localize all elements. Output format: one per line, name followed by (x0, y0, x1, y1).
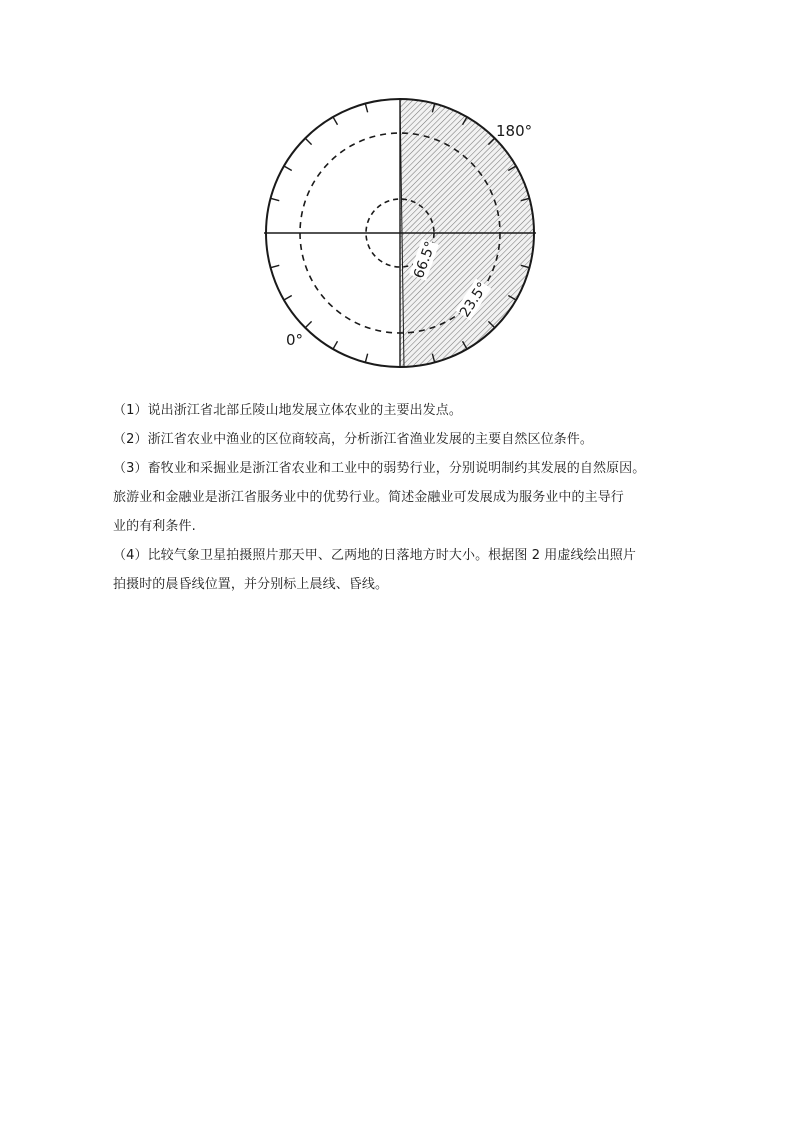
tick-mark (271, 265, 280, 267)
tick-mark (271, 198, 280, 200)
tick-mark (305, 138, 311, 144)
label-66-5: 66.5° (410, 239, 440, 281)
tick-mark (333, 117, 338, 125)
tick-mark (333, 341, 338, 349)
label-0: 0° (286, 331, 304, 349)
tick-mark (305, 321, 311, 327)
tick-mark (365, 354, 367, 363)
question-line: （1）说出浙江省北部丘陵山地发展立体农业的主要出发点。 (113, 403, 462, 418)
tick-mark (284, 166, 292, 171)
question-line: （2）浙江省农业中渔业的区位商较高，分析浙江省渔业发展的主要自然区位条件。 (113, 432, 593, 447)
question-line: 拍摄时的晨昏线位置，并分别标上晨线、昏线。 (113, 577, 389, 592)
question-line: （3）畜牧业和采掘业是浙江省农业和工业中的弱势行业，分别说明制约其发展的自然原因。 (113, 461, 646, 476)
polar-projection-figure (255, 88, 545, 378)
question-line: （4）比较气象卫星拍摄照片那天甲、乙两地的日落地方时大小。根据图 2 用虚线绘出照片 (113, 548, 637, 563)
question-list (113, 396, 703, 599)
label-23-5: 23.5° (456, 279, 492, 321)
polar-projection-diagram (255, 88, 545, 378)
tick-mark (284, 296, 292, 301)
label-180: 180° (496, 122, 533, 140)
question-line: 业的有利条件. (113, 519, 196, 534)
question-line: 旅游业和金融业是浙江省服务业中的优势行业。简述金融业可发展成为服务业中的主导行 (113, 490, 624, 505)
tick-mark (365, 104, 367, 113)
